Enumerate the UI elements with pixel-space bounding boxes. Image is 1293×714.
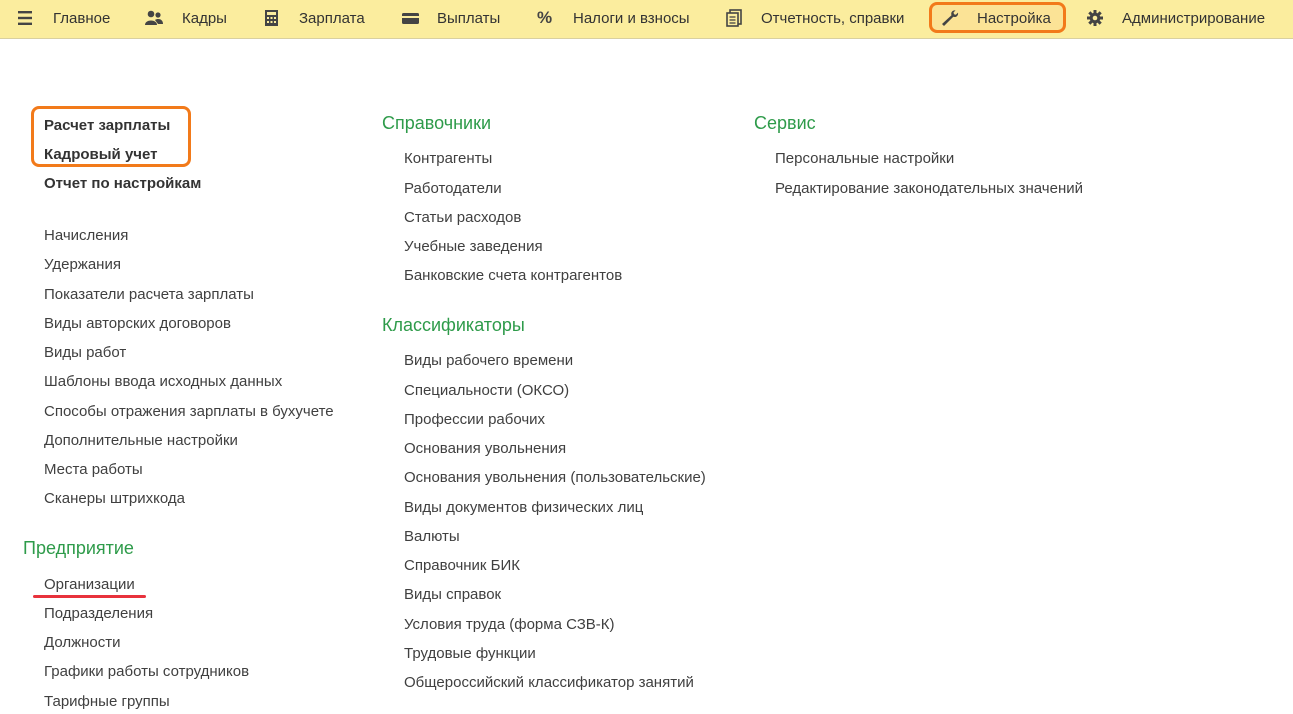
link-vidy-avtorskih[interactable]: Виды авторских договоров xyxy=(44,315,231,332)
tab-main[interactable] xyxy=(16,0,116,37)
link-osnovaniya-uvolneniya-polz[interactable]: Основания увольнения (пользовательские) xyxy=(404,469,706,486)
link-spravochnik-bik[interactable]: Справочник БИК xyxy=(404,557,521,574)
wrench-icon xyxy=(940,9,960,27)
link-dolzhnosti[interactable]: Должности xyxy=(44,634,121,651)
annotation-underline-organizacii xyxy=(33,595,146,598)
link-skanery[interactable]: Сканеры штрихкода xyxy=(44,490,185,507)
section-title-klassifikatory: Классификаторы xyxy=(382,315,525,335)
link-shablony[interactable]: Шаблоны ввода исходных данных xyxy=(44,373,283,390)
link-personalnye-nastroyki[interactable]: Персональные настройки xyxy=(775,150,955,167)
link-vidy-spravok[interactable]: Виды справок xyxy=(404,586,502,603)
tab-otchetnost-label: Отчетность, справки xyxy=(761,10,905,27)
settings-item-otchet-po-nastroykam[interactable]: Отчет по настройкам xyxy=(44,175,202,192)
link-professii-rabochih[interactable]: Профессии рабочих xyxy=(404,411,546,428)
link-uchebnye-zavedeniya[interactable]: Учебные заведения xyxy=(404,238,543,255)
tab-otchetnost[interactable] xyxy=(725,0,910,37)
settings-item-kadrovyy-uchet[interactable]: Кадровый учет xyxy=(44,146,158,163)
tab-administrirovanie-label: Администрирование xyxy=(1122,10,1266,27)
link-valyuty[interactable]: Валюты xyxy=(404,528,460,545)
menu-icon xyxy=(16,9,36,27)
tab-zarplata-label: Зарплата xyxy=(299,10,365,27)
link-trudovye-funkcii[interactable]: Трудовые функции xyxy=(404,645,536,662)
link-dop-nastroyki[interactable]: Дополнительные настройки xyxy=(44,432,238,449)
tab-vyplaty-label: Выплаты xyxy=(437,10,501,27)
link-pokazateli[interactable]: Показатели расчета зарплаты xyxy=(44,286,254,303)
link-nachisleniya[interactable]: Начисления xyxy=(44,227,129,244)
tab-kadry-label: Кадры xyxy=(182,10,227,27)
link-redaktirovanie-zakonodatelnyh[interactable]: Редактирование законодательных значений xyxy=(775,180,1084,197)
section-title-spravochniki: Справочники xyxy=(382,113,492,133)
link-podrazdeleniya[interactable]: Подразделения xyxy=(44,605,154,622)
section-title-servis: Сервис xyxy=(754,113,816,133)
link-rabotodateli[interactable]: Работодатели xyxy=(404,180,502,197)
tab-nalogi-label: Налоги и взносы xyxy=(573,10,690,27)
link-organizacii[interactable]: Организации xyxy=(44,576,135,593)
link-sposoby-otrazheniya[interactable]: Способы отражения зарплаты в бухучете xyxy=(44,403,334,420)
link-mesta-raboty[interactable]: Места работы xyxy=(44,461,143,478)
tab-kadry[interactable] xyxy=(144,0,234,37)
section-title-predpriyatie: Предприятие xyxy=(23,538,134,558)
tab-vyplaty[interactable] xyxy=(401,0,506,37)
link-bankovskie-scheta[interactable]: Банковские счета контрагентов xyxy=(404,267,623,284)
gear-icon xyxy=(1086,9,1106,27)
link-uderzhaniya[interactable]: Удержания xyxy=(44,256,121,273)
link-kontragenty[interactable]: Контрагенты xyxy=(404,150,493,167)
link-osnovaniya-uvolneniya[interactable]: Основания увольнения xyxy=(404,440,567,457)
link-specialnosti-okso[interactable]: Специальности (ОКСО) xyxy=(404,382,570,399)
calculator-icon xyxy=(262,9,282,27)
reports-icon xyxy=(725,9,745,27)
tab-zarplata[interactable] xyxy=(262,0,372,37)
link-usloviya-truda[interactable]: Условия труда (форма СЗВ-К) xyxy=(404,616,615,633)
link-stati-rashodov[interactable]: Статьи расходов xyxy=(404,209,522,226)
percent-icon: % xyxy=(537,8,553,27)
tab-nalogi[interactable] xyxy=(537,0,697,37)
link-vidy-rabochego-vremeni[interactable]: Виды рабочего времени xyxy=(404,352,574,369)
wallet-icon xyxy=(401,9,421,27)
tab-administrirovanie[interactable] xyxy=(1086,0,1276,37)
link-grafiki-raboty[interactable]: Графики работы сотрудников xyxy=(44,663,250,680)
link-vidy-dokumentov[interactable]: Виды документов физических лиц xyxy=(404,499,644,516)
settings-item-raschet-zarplaty[interactable]: Расчет зарплаты xyxy=(44,117,171,134)
tab-nastroyka[interactable] xyxy=(940,0,1060,37)
link-vidy-rabot[interactable]: Виды работ xyxy=(44,344,127,361)
link-okz[interactable]: Общероссийский классификатор занятий xyxy=(404,674,694,691)
people-icon xyxy=(144,9,164,27)
tab-main-label: Главное xyxy=(53,10,111,27)
top-nav-bar xyxy=(0,0,1293,39)
tab-nastroyka-label: Настройка xyxy=(977,10,1051,27)
link-tarifnye-gruppy[interactable]: Тарифные группы xyxy=(44,693,170,710)
